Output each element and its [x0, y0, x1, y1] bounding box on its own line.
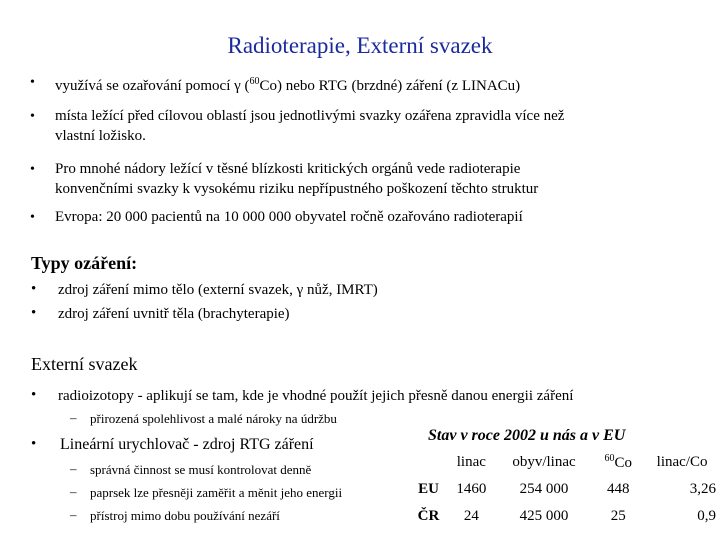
- table-cell: 25: [610, 508, 626, 524]
- external-heading: Externí svazek: [31, 354, 138, 374]
- table-cell: 1460: [456, 481, 487, 497]
- table-cell: ČR: [417, 508, 440, 524]
- bullet-dot-icon: •: [30, 109, 35, 124]
- table-header-text: Co: [614, 455, 633, 471]
- bullet-dot-icon: •: [31, 281, 37, 297]
- isotope-superscript: 60: [604, 453, 615, 464]
- bullet-text-line: konvenčními svazky k vysokému riziku nepřípustného poškození těchto struktur: [55, 181, 539, 197]
- table-row: [410, 503, 720, 530]
- table-header-row: [410, 449, 720, 476]
- sub-item: přístroj mimo dobu používání nezáří: [90, 508, 280, 523]
- bullet-dot-icon: •: [31, 436, 37, 452]
- bullet-dot-icon: •: [30, 75, 35, 90]
- table-cell: 448: [607, 481, 630, 497]
- bullet-text-line: vlastní ložisko.: [55, 128, 146, 144]
- radioisotopes-item: radioizotopy - aplikují se tam, kde je vhodné použít jejich přesně danou energii záření: [58, 388, 574, 404]
- table-cell: 254 000: [519, 481, 569, 497]
- sub-item: přirozená spolehlivost a malé nároky na údržbu: [90, 411, 337, 426]
- bullet-text: Evropa: 20 000 pacientů na 10 000 000 obyvatel ročně ozařováno radioterapií: [55, 209, 523, 225]
- bullet-text-part: využívá se ozařování pomocí γ (: [55, 78, 250, 94]
- bullet-dot-icon: •: [31, 305, 37, 321]
- stats-caption: Stav v roce 2002 u nás a v EU: [428, 427, 626, 444]
- bullet-text: [55, 72, 520, 96]
- table-header-cell: [592, 449, 644, 476]
- dash-icon: –: [70, 484, 77, 499]
- table-header-cell: obyv/linac: [512, 454, 576, 470]
- list-item: zdroj záření mimo tělo (externí svazek, γ nůž, IMRT): [58, 282, 378, 298]
- table-header-cell: linac/Co: [656, 454, 708, 470]
- table-cell: 0,9: [697, 508, 716, 524]
- linac-item: Lineární urychlovač - zdroj RTG záření: [60, 436, 314, 453]
- bullet-dot-icon: •: [30, 210, 35, 225]
- bullet-text-line: místa ležící před cílovou oblastí jsou jednotlivými svazky ozářena zpravidla více než: [55, 108, 565, 124]
- bullet-text-part: Co) nebo RTG (brzdné) záření (z LINACu): [259, 78, 521, 94]
- types-heading: Typy ozáření:: [31, 253, 138, 273]
- table-cell: 3,26: [689, 481, 716, 497]
- table-header-cell: [410, 449, 447, 476]
- table-row: [410, 476, 720, 503]
- table-cell: EU: [418, 481, 439, 497]
- dash-icon: –: [70, 461, 77, 476]
- stats-table: [410, 449, 720, 530]
- table-header-cell: linac: [456, 454, 486, 470]
- bullet-dot-icon: •: [30, 162, 35, 177]
- bullet-dot-icon: •: [31, 387, 37, 403]
- list-item: zdroj záření uvnitř těla (brachyterapie): [58, 306, 290, 322]
- sub-item: správná činnost se musí kontrolovat denně: [90, 462, 312, 477]
- dash-icon: –: [70, 507, 77, 522]
- dash-icon: –: [70, 410, 77, 425]
- page-title: Radioterapie, Externí svazek: [227, 33, 493, 58]
- table-cell: 24: [463, 508, 479, 524]
- bullet-text-line: Pro mnohé nádory ležící v těsné blízkosti kritických orgánů vede radioterapie: [55, 161, 521, 177]
- sub-item: paprsek lze přesněji zaměřit a měnit jeho energii: [90, 485, 343, 500]
- table-cell: 425 000: [519, 508, 569, 524]
- isotope-superscript: 60: [249, 76, 260, 87]
